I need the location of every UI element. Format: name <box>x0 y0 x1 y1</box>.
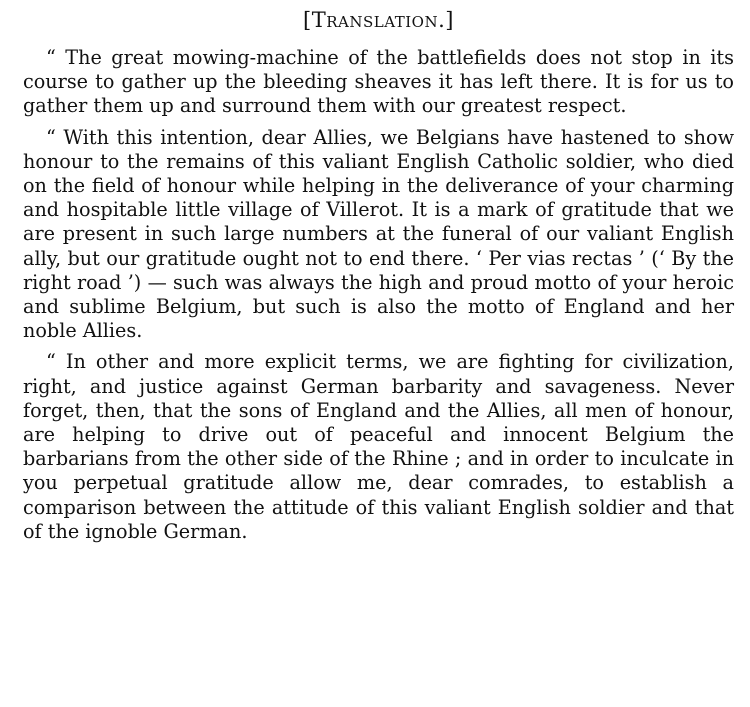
paragraph-1: “ The great mowing-machine of the battlefields does not stop in its course to gather up the bleeding sheaves it has left there. It is for us to gather them up and surround them with our greatest respect. <box>23 46 734 118</box>
paragraph-2: “ With this intention, dear Allies, we Belgians have hastened to show honour to the remains of this valiant English Catholic soldier, who died on the field of honour while helping in the deliverance of your charming and hospitable little village of Villerot. It is a mark of gratitude that we are present in such large numbers at the funeral of our valiant English ally, but our gratitude ought not to end there. ‘ Per vias rectas ’ (‘ By the right road ’) — such was always the high and proud motto of your heroic and sublime Belgium, but such is also the motto of England and her noble Allies. <box>23 125 734 343</box>
paragraph-3: “ In other and more explicit terms, we are fighting for civilization, right, and justice against German barbarity and savageness. Never forget, then, that the sons of England and the Allies, all men of honour, are helping to drive out of peaceful and innocent Belgium the barbarians from the other side of the Rhine ; and in order to inculcate in you perpetual gratitude allow me, dear comrades, to establish a comparison between the attitude of this valiant English soldier and that of the ignoble German. <box>23 350 734 543</box>
translation-heading: [Translation.] <box>303 8 454 32</box>
